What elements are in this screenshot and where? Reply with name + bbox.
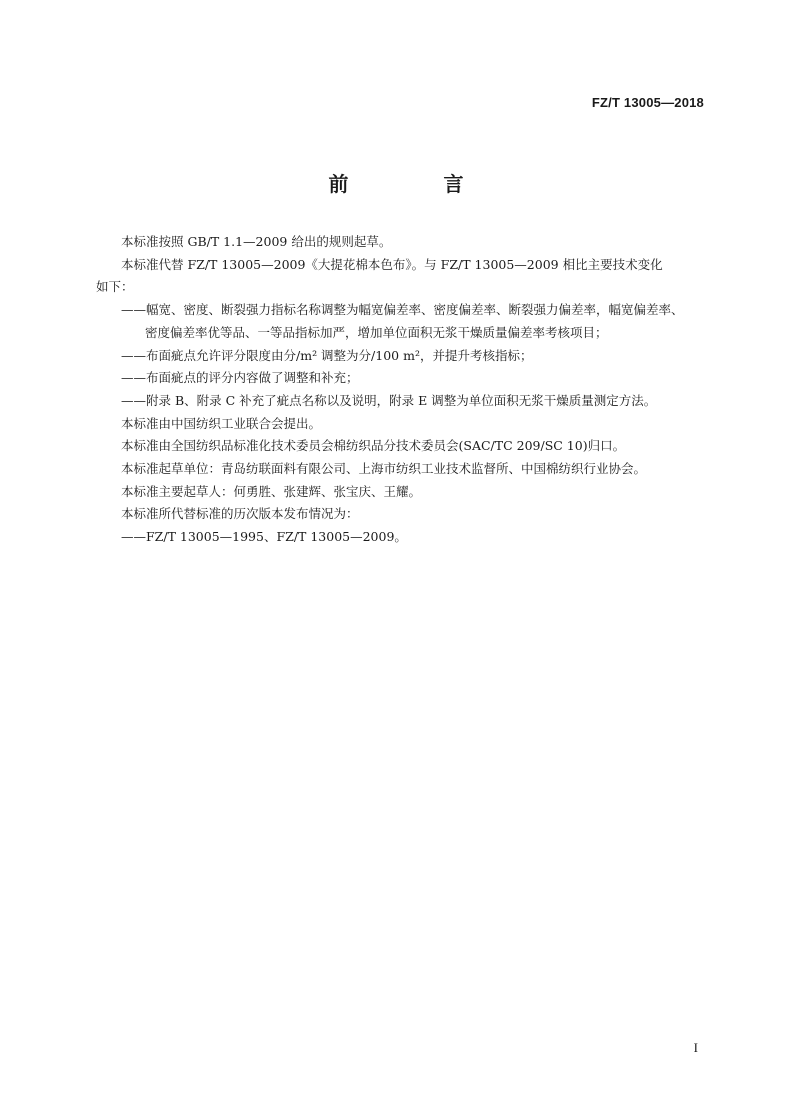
paragraph: 本标准由中国纺织工业联合会提出。 [121,415,322,431]
paragraph: 本标准由全国纺织品标准化技术委员会棉纺织品分技术委员会(SAC/TC 209/SC 10)归口。 [121,438,626,454]
paragraph: 本标准按照 GB/T 1.1—2009 给出的规则起草。 [121,234,392,249]
page-title: 前 言 [328,172,508,196]
list-item: ——附录 B、附录 C 补充了疵点名称以及说明，附录 E 调整为单位面积无浆干燥质量测定方法。 [121,392,657,408]
paragraph: 本标准主要起草人：何勇胜、张建辉、张宝庆、王耀。 [121,483,422,499]
standard-code: FZ/T 13005—2018 [591,95,704,110]
paragraph: 本标准代替 FZ/T 13005—2009《大提花棉本色布》。与 FZ/T 13005—2009 相比主要技术变化 [121,256,663,272]
list-item: 密度偏差率优等品、一等品指标加严，增加单位面积无浆干燥质量偏差率考核项目； [145,324,608,340]
paragraph: 如下： [96,279,134,295]
list-item: ——幅宽、密度、断裂强力指标名称调整为幅宽偏差率、密度偏差率、断裂强力偏差率，幅宽偏差率、 [121,302,684,318]
list-item: ——布面疵点允许评分限度由分/m² 调整为分/100 m²，并提升考核指标； [121,347,533,363]
list-item: ——FZ/T 13005—1995、FZ/T 13005—2009。 [121,529,407,545]
list-item: ——布面疵点的评分内容做了调整和补充； [121,370,359,386]
paragraph: 本标准所代替标准的历次版本发布情况为： [121,506,359,522]
page-number: I [693,1040,698,1055]
document-body [96,231,712,549]
paragraph: 本标准起草单位：青岛纺联面料有限公司、上海市纺织工业技术监督所、中国棉纺织行业协会。 [121,461,647,477]
